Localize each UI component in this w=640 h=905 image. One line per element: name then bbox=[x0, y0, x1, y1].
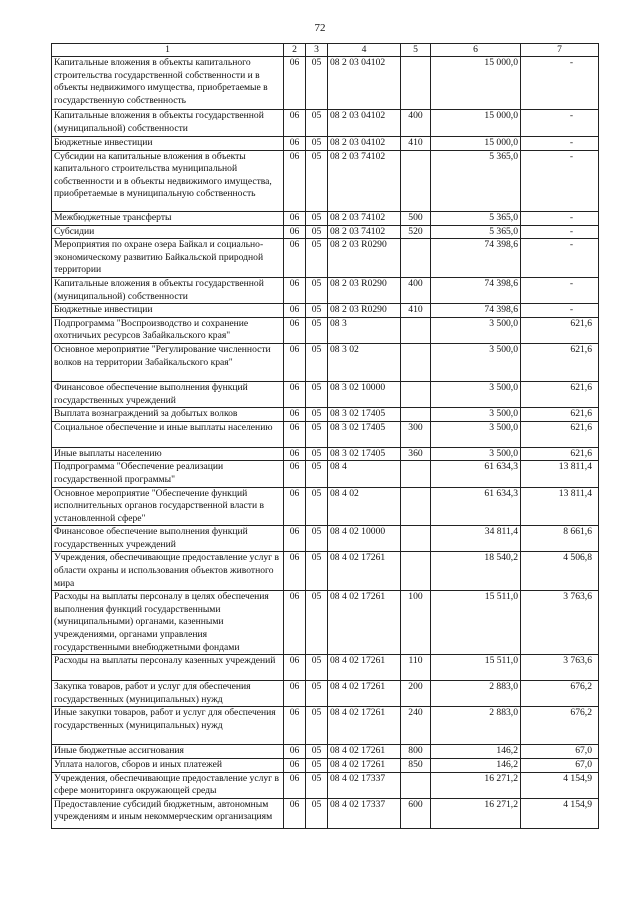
row-section: 06 bbox=[284, 655, 306, 681]
row-target-article: 08 2 03 74102 bbox=[328, 225, 401, 239]
table-row bbox=[52, 211, 599, 225]
header-col-6: 6 bbox=[431, 44, 521, 57]
table-row bbox=[52, 57, 599, 110]
row-amount-plan: 3 500,0 bbox=[431, 381, 521, 407]
row-subsection: 05 bbox=[306, 137, 328, 151]
row-expense-type bbox=[401, 552, 431, 591]
header-col-2: 2 bbox=[284, 44, 306, 57]
table-row bbox=[52, 343, 599, 381]
row-name: Бюджетные инвестиции bbox=[52, 137, 284, 151]
row-target-article: 08 4 02 17261 bbox=[328, 552, 401, 591]
row-amount-plan: 16 271,2 bbox=[431, 772, 521, 798]
row-name: Подпрограмма "Воспроизводство и сохранение охотничьих ресурсов Забайкальского края" bbox=[52, 317, 284, 343]
row-amount-actual: - bbox=[521, 225, 599, 239]
row-subsection: 05 bbox=[306, 759, 328, 773]
row-subsection: 05 bbox=[306, 317, 328, 343]
row-target-article: 08 4 02 17261 bbox=[328, 655, 401, 681]
row-expense-type bbox=[401, 57, 431, 110]
row-target-article: 08 3 02 10000 bbox=[328, 381, 401, 407]
row-subsection: 05 bbox=[306, 681, 328, 707]
row-target-article: 08 3 bbox=[328, 317, 401, 343]
row-name: Основное мероприятие "Регулирование численности волков на территории Забайкальского края" bbox=[52, 343, 284, 381]
row-section: 06 bbox=[284, 57, 306, 110]
row-amount-actual: - bbox=[521, 110, 599, 137]
row-amount-actual: - bbox=[521, 277, 599, 303]
table-row bbox=[52, 655, 599, 681]
row-expense-type: 400 bbox=[401, 110, 431, 137]
row-section: 06 bbox=[284, 421, 306, 447]
row-section: 06 bbox=[284, 681, 306, 707]
row-name: Социальное обеспечение и иные выплаты населению bbox=[52, 421, 284, 447]
row-target-article: 08 4 02 17261 bbox=[328, 707, 401, 745]
row-expense-type: 410 bbox=[401, 137, 431, 151]
row-amount-actual: 4 154,9 bbox=[521, 772, 599, 798]
row-subsection: 05 bbox=[306, 343, 328, 381]
row-amount-plan: 15 511,0 bbox=[431, 591, 521, 655]
header-col-1: 1 bbox=[52, 44, 284, 57]
row-section: 06 bbox=[284, 461, 306, 487]
row-name: Закупка товаров, работ и услуг для обеспечения государственных (муниципальных) нужд bbox=[52, 681, 284, 707]
row-amount-actual: 621,6 bbox=[521, 408, 599, 422]
row-section: 06 bbox=[284, 137, 306, 151]
table-row bbox=[52, 798, 599, 828]
row-name: Иные закупки товаров, работ и услуг для обеспечения государственных (муниципальных) нужд bbox=[52, 707, 284, 745]
row-amount-actual: 67,0 bbox=[521, 745, 599, 759]
row-subsection: 05 bbox=[306, 552, 328, 591]
row-subsection: 05 bbox=[306, 707, 328, 745]
table-row bbox=[52, 110, 599, 137]
row-target-article: 08 2 03 04102 bbox=[328, 137, 401, 151]
row-amount-actual: 621,6 bbox=[521, 447, 599, 461]
table-row bbox=[52, 707, 599, 745]
row-section: 06 bbox=[284, 591, 306, 655]
header-col-5: 5 bbox=[401, 44, 431, 57]
row-amount-plan: 18 540,2 bbox=[431, 552, 521, 591]
row-amount-actual: - bbox=[521, 137, 599, 151]
row-subsection: 05 bbox=[306, 110, 328, 137]
row-subsection: 05 bbox=[306, 461, 328, 487]
row-expense-type bbox=[401, 150, 431, 211]
row-amount-actual: - bbox=[521, 150, 599, 211]
row-target-article: 08 2 03 R0290 bbox=[328, 277, 401, 303]
row-name: Предоставление субсидий бюджетным, автономным учреждениям и иным некоммерческим организациям bbox=[52, 798, 284, 828]
table-row bbox=[52, 239, 599, 278]
row-amount-plan: 74 398,6 bbox=[431, 304, 521, 318]
row-target-article: 08 4 02 17261 bbox=[328, 759, 401, 773]
row-name: Учреждения, обеспечивающие предоставление услуг в сфере мониторинга окружающей среды bbox=[52, 772, 284, 798]
row-amount-plan: 15 000,0 bbox=[431, 57, 521, 110]
row-amount-actual: 676,2 bbox=[521, 681, 599, 707]
row-name: Расходы на выплаты персоналу казенных учреждений bbox=[52, 655, 284, 681]
row-section: 06 bbox=[284, 408, 306, 422]
table-row bbox=[52, 461, 599, 487]
row-amount-plan: 61 634,3 bbox=[431, 461, 521, 487]
row-target-article: 08 4 02 10000 bbox=[328, 526, 401, 552]
row-amount-actual: 3 763,6 bbox=[521, 591, 599, 655]
row-subsection: 05 bbox=[306, 381, 328, 407]
table-row bbox=[52, 526, 599, 552]
row-amount-actual: 621,6 bbox=[521, 317, 599, 343]
row-expense-type: 500 bbox=[401, 211, 431, 225]
row-expense-type bbox=[401, 461, 431, 487]
row-subsection: 05 bbox=[306, 304, 328, 318]
table-row bbox=[52, 759, 599, 773]
row-expense-type: 800 bbox=[401, 745, 431, 759]
row-section: 06 bbox=[284, 304, 306, 318]
row-expense-type: 400 bbox=[401, 277, 431, 303]
row-amount-actual: 4 154,9 bbox=[521, 798, 599, 828]
row-subsection: 05 bbox=[306, 487, 328, 526]
row-target-article: 08 3 02 bbox=[328, 343, 401, 381]
row-subsection: 05 bbox=[306, 655, 328, 681]
row-amount-actual: 621,6 bbox=[521, 421, 599, 447]
row-section: 06 bbox=[284, 798, 306, 828]
row-target-article: 08 4 02 17261 bbox=[328, 745, 401, 759]
row-amount-actual: 67,0 bbox=[521, 759, 599, 773]
header-col-4: 4 bbox=[328, 44, 401, 57]
table-row bbox=[52, 408, 599, 422]
row-subsection: 05 bbox=[306, 239, 328, 278]
table-row bbox=[52, 772, 599, 798]
row-amount-plan: 74 398,6 bbox=[431, 239, 521, 278]
row-name: Бюджетные инвестиции bbox=[52, 304, 284, 318]
row-name: Иные выплаты населению bbox=[52, 447, 284, 461]
row-name: Капитальные вложения в объекты государственной (муниципальной) собственности bbox=[52, 110, 284, 137]
row-expense-type bbox=[401, 487, 431, 526]
row-name: Капитальные вложения в объекты капитального строительства государственной собственности и в объекты недвижимого имущества, приобретаемые в государственную собственность bbox=[52, 57, 284, 110]
row-target-article: 08 4 02 17261 bbox=[328, 591, 401, 655]
table-row bbox=[52, 277, 599, 303]
row-target-article: 08 2 03 R0290 bbox=[328, 304, 401, 318]
row-amount-plan: 2 883,0 bbox=[431, 707, 521, 745]
row-subsection: 05 bbox=[306, 225, 328, 239]
row-amount-plan: 16 271,2 bbox=[431, 798, 521, 828]
row-subsection: 05 bbox=[306, 211, 328, 225]
row-expense-type: 300 bbox=[401, 421, 431, 447]
row-expense-type bbox=[401, 343, 431, 381]
row-amount-actual: 4 506,8 bbox=[521, 552, 599, 591]
row-subsection: 05 bbox=[306, 57, 328, 110]
row-target-article: 08 2 03 R0290 bbox=[328, 239, 401, 278]
row-expense-type bbox=[401, 381, 431, 407]
row-name: Расходы на выплаты персоналу в целях обеспечения выполнения функций государственными (муниципальными) органами, казенными учреждениями, органами управления государственными внебюджетными фондами bbox=[52, 591, 284, 655]
row-amount-plan: 3 500,0 bbox=[431, 421, 521, 447]
row-section: 06 bbox=[284, 487, 306, 526]
row-amount-actual: 13 811,4 bbox=[521, 461, 599, 487]
row-target-article: 08 3 02 17405 bbox=[328, 447, 401, 461]
row-section: 06 bbox=[284, 239, 306, 278]
row-section: 06 bbox=[284, 110, 306, 137]
row-section: 06 bbox=[284, 745, 306, 759]
row-section: 06 bbox=[284, 526, 306, 552]
row-name: Иные бюджетные ассигнования bbox=[52, 745, 284, 759]
row-amount-actual: 3 763,6 bbox=[521, 655, 599, 681]
row-target-article: 08 4 02 17337 bbox=[328, 798, 401, 828]
table-row bbox=[52, 137, 599, 151]
page-number: 72 bbox=[314, 22, 326, 34]
row-name: Финансовое обеспечение выполнения функций государственных учреждений bbox=[52, 526, 284, 552]
table-row bbox=[52, 591, 599, 655]
row-name: Подпрограмма "Обеспечение реализации государственной программы" bbox=[52, 461, 284, 487]
row-target-article: 08 4 02 17337 bbox=[328, 772, 401, 798]
budget-table bbox=[51, 43, 599, 829]
row-amount-actual: 13 811,4 bbox=[521, 487, 599, 526]
table-header-row bbox=[52, 44, 599, 57]
row-section: 06 bbox=[284, 707, 306, 745]
row-amount-plan: 61 634,3 bbox=[431, 487, 521, 526]
row-section: 06 bbox=[284, 317, 306, 343]
table-row bbox=[52, 552, 599, 591]
row-target-article: 08 2 03 04102 bbox=[328, 110, 401, 137]
row-name: Выплата вознаграждений за добытых волков bbox=[52, 408, 284, 422]
row-name: Субсидии на капитальные вложения в объекты капитального строительства муниципальной собственности и в объекты недвижимого имущества, приобретаемые в муниципальную собственность bbox=[52, 150, 284, 211]
row-amount-plan: 34 811,4 bbox=[431, 526, 521, 552]
row-amount-actual: 8 661,6 bbox=[521, 526, 599, 552]
row-expense-type: 110 bbox=[401, 655, 431, 681]
row-amount-plan: 146,2 bbox=[431, 745, 521, 759]
row-amount-plan: 74 398,6 bbox=[431, 277, 521, 303]
row-section: 06 bbox=[284, 447, 306, 461]
row-target-article: 08 4 02 bbox=[328, 487, 401, 526]
row-name: Основное мероприятие "Обеспечение функций исполнительных органов государственной власти в установленной сфере" bbox=[52, 487, 284, 526]
row-amount-plan: 15 511,0 bbox=[431, 655, 521, 681]
table-row bbox=[52, 304, 599, 318]
row-amount-actual: - bbox=[521, 304, 599, 318]
row-subsection: 05 bbox=[306, 772, 328, 798]
row-subsection: 05 bbox=[306, 745, 328, 759]
row-amount-actual: - bbox=[521, 57, 599, 110]
row-section: 06 bbox=[284, 211, 306, 225]
row-expense-type bbox=[401, 526, 431, 552]
row-subsection: 05 bbox=[306, 447, 328, 461]
row-expense-type bbox=[401, 239, 431, 278]
row-amount-actual: 621,6 bbox=[521, 343, 599, 381]
row-amount-actual: - bbox=[521, 211, 599, 225]
row-amount-actual: - bbox=[521, 239, 599, 278]
row-name: Мероприятия по охране озера Байкал и социально-экономическому развитию Байкальской природной территории bbox=[52, 239, 284, 278]
row-subsection: 05 bbox=[306, 421, 328, 447]
row-section: 06 bbox=[284, 552, 306, 591]
row-subsection: 05 bbox=[306, 798, 328, 828]
row-amount-plan: 15 000,0 bbox=[431, 137, 521, 151]
row-name: Субсидии bbox=[52, 225, 284, 239]
row-amount-plan: 146,2 bbox=[431, 759, 521, 773]
row-section: 06 bbox=[284, 772, 306, 798]
row-expense-type: 410 bbox=[401, 304, 431, 318]
row-amount-actual: 621,6 bbox=[521, 381, 599, 407]
row-target-article: 08 3 02 17405 bbox=[328, 408, 401, 422]
row-subsection: 05 bbox=[306, 150, 328, 211]
row-target-article: 08 2 03 74102 bbox=[328, 211, 401, 225]
table-row bbox=[52, 381, 599, 407]
table-row bbox=[52, 317, 599, 343]
row-target-article: 08 2 03 04102 bbox=[328, 57, 401, 110]
header-col-3: 3 bbox=[306, 44, 328, 57]
row-amount-plan: 5 365,0 bbox=[431, 211, 521, 225]
row-expense-type: 100 bbox=[401, 591, 431, 655]
table-row bbox=[52, 745, 599, 759]
table-row bbox=[52, 681, 599, 707]
row-amount-plan: 3 500,0 bbox=[431, 447, 521, 461]
row-expense-type: 360 bbox=[401, 447, 431, 461]
table-row bbox=[52, 447, 599, 461]
row-target-article: 08 3 02 17405 bbox=[328, 421, 401, 447]
row-amount-plan: 3 500,0 bbox=[431, 317, 521, 343]
row-expense-type bbox=[401, 317, 431, 343]
row-amount-plan: 3 500,0 bbox=[431, 408, 521, 422]
row-name: Капитальные вложения в объекты государственной (муниципальной) собственности bbox=[52, 277, 284, 303]
row-expense-type: 240 bbox=[401, 707, 431, 745]
row-name: Финансовое обеспечение выполнения функций государственных учреждений bbox=[52, 381, 284, 407]
row-section: 06 bbox=[284, 381, 306, 407]
row-expense-type bbox=[401, 772, 431, 798]
header-col-7: 7 bbox=[521, 44, 599, 57]
row-target-article: 08 4 02 17261 bbox=[328, 681, 401, 707]
row-subsection: 05 bbox=[306, 277, 328, 303]
row-subsection: 05 bbox=[306, 408, 328, 422]
row-subsection: 05 bbox=[306, 591, 328, 655]
row-expense-type bbox=[401, 408, 431, 422]
row-target-article: 08 4 bbox=[328, 461, 401, 487]
table-body bbox=[52, 57, 599, 829]
row-amount-plan: 5 365,0 bbox=[431, 150, 521, 211]
row-expense-type: 520 bbox=[401, 225, 431, 239]
table-row bbox=[52, 225, 599, 239]
table-row bbox=[52, 150, 599, 211]
row-section: 06 bbox=[284, 343, 306, 381]
row-section: 06 bbox=[284, 150, 306, 211]
row-amount-actual: 676,2 bbox=[521, 707, 599, 745]
row-name: Межбюджетные трансферты bbox=[52, 211, 284, 225]
row-subsection: 05 bbox=[306, 526, 328, 552]
row-section: 06 bbox=[284, 759, 306, 773]
row-amount-plan: 3 500,0 bbox=[431, 343, 521, 381]
table-row bbox=[52, 421, 599, 447]
row-expense-type: 850 bbox=[401, 759, 431, 773]
row-name: Уплата налогов, сборов и иных платежей bbox=[52, 759, 284, 773]
row-amount-plan: 15 000,0 bbox=[431, 110, 521, 137]
row-expense-type: 600 bbox=[401, 798, 431, 828]
row-target-article: 08 2 03 74102 bbox=[328, 150, 401, 211]
row-amount-plan: 2 883,0 bbox=[431, 681, 521, 707]
row-name: Учреждения, обеспечивающие предоставление услуг в области охраны и использования объектов животного мира bbox=[52, 552, 284, 591]
row-amount-plan: 5 365,0 bbox=[431, 225, 521, 239]
table-row bbox=[52, 487, 599, 526]
row-section: 06 bbox=[284, 225, 306, 239]
row-expense-type: 200 bbox=[401, 681, 431, 707]
row-section: 06 bbox=[284, 277, 306, 303]
